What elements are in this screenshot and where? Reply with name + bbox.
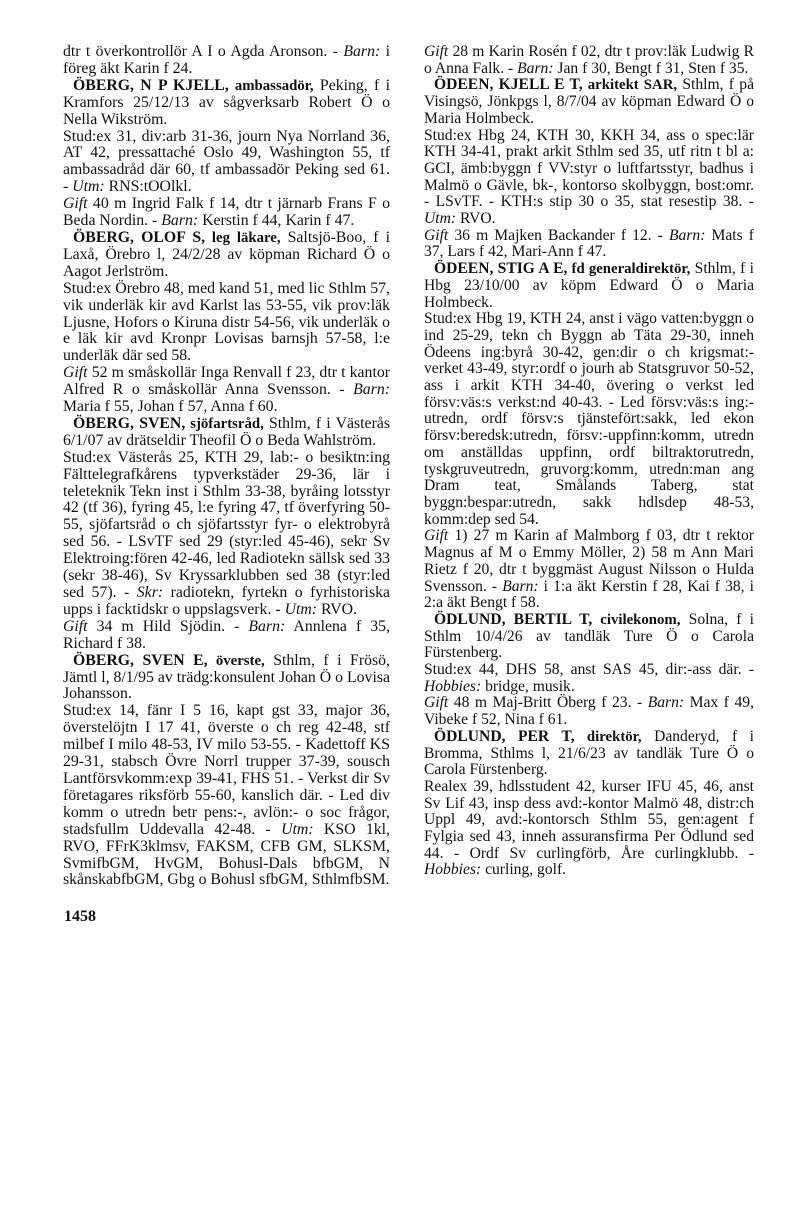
italic-label: Barn: (353, 381, 390, 399)
entry-text: 40 m Ingrid Falk f 14, dtr t järnarb Frans F o Beda Nordin. - (63, 195, 390, 230)
biography-entry (63, 653, 390, 704)
italic-label: Gift (424, 694, 449, 712)
entry-paragraph (424, 228, 754, 261)
entry-paragraph (424, 779, 754, 879)
biography-entry (63, 230, 390, 281)
entry-text: curling, golf. (481, 861, 567, 879)
entry-paragraph (424, 311, 754, 528)
person-title: direktör, (574, 728, 642, 745)
biography-entry (424, 612, 754, 662)
entry-paragraph (424, 44, 754, 77)
entry-text: RVO. (456, 210, 496, 228)
italic-label: Gift (63, 364, 88, 382)
entry-text: 48 m Maj-Britt Öberg f 23. - (448, 694, 648, 712)
entry-text: i föreg äkt Karin f 24. (63, 43, 390, 77)
italic-label: Gift (424, 43, 449, 60)
biography-entry (424, 729, 754, 779)
entry-text: Maria f 55, Johan f 57, Anna f 60. (63, 398, 278, 416)
entry-text: bridge, musik. (481, 677, 575, 695)
page-number: 1458 (64, 908, 96, 925)
biography-entry (63, 416, 390, 450)
left-column (63, 44, 390, 889)
entry-text: RVO. (317, 600, 358, 618)
italic-label: Gift (424, 226, 449, 244)
entry-paragraph (424, 528, 754, 612)
entry-text: 36 m Majken Backander f 12. - (448, 226, 670, 244)
biography-entry (424, 261, 754, 311)
italic-label: Utm: (72, 178, 105, 196)
person-title: fd generaldirektör, (567, 261, 691, 278)
person-name: ÖBERG, SVEN, (73, 414, 186, 432)
italic-label: Barn: (669, 226, 706, 244)
entry-paragraph (424, 662, 754, 695)
right-column (424, 44, 754, 879)
person-title: arkitekt SAR, (582, 77, 678, 94)
entry-text: 28 m Karin Rosén f 02, dtr t prov:läk Ludwig R o Anna Falk. - (424, 43, 754, 77)
person-name: ÖBERG, N P KJELL, (73, 76, 229, 94)
entry-text: Stud:ex Hbg 19, KTH 24, anst i vägo vatten:byggn o ind 25-29, tekn ch Byggn ab Täta 29-30, inneh Ödeens ing:byrå 30-42, gen:dir o ch krigsmat:-verket 43-49, styr:ordf o jourh ab Statsgruvor 50-52, ass i arkit KTH 34-40, övering o verkst led försv:väs:s verkst:nd 40-43. - Led försv:väs:s ing:-utredn, ordf försv:s tjänstefört:sakk, led ekon försv:beredsk:utredn, försv:-uppfinn:komm, utredn om anställdas uppfinn, ordf biltraktorutredn, tyskgruveutredn, gruvorg:komm, utredn:man ang Dram teat, Smålands Taberg, stat byggn:bespar:utredn, sakk hdlsdep 48-53, komm:dep sed 54. (424, 310, 754, 528)
italic-label: Barn: (502, 577, 539, 595)
biography-entry (63, 78, 390, 129)
entry-paragraph (63, 129, 390, 197)
italic-label: Hobbies: (424, 861, 482, 879)
entry-text: Kerstin f 44, Karin f 47. (198, 212, 355, 230)
entry-text: 1) 27 m Karin af Malmborg f 03, dtr t rektor Magnus af M o Emmy Möller, 2) 58 m Ann Mari Rietz f 20, dtr t byggmäst August Nilsson o Hulda Svensson. - (424, 527, 754, 595)
entry-paragraph (63, 703, 390, 889)
entry-paragraph (424, 695, 754, 728)
entry-paragraph (63, 450, 390, 619)
italic-label: Gift (63, 195, 88, 213)
entry-text: Stud:ex Västerås 25, KTH 29, lab:- o besiktn:ing Fälttelegrafkårens typverkstäder 29-36, lär i teleteknik Tekn inst i Sthlm 33-38, byråing lotsstyr 42 (tf 36), fyring 45, l:e fyring 47, tf överfyring 50-55, sjöfartsråd o ch sjöfartsstyr fyr- o elektrobyrå sed 56. - LSvTF sed 29 (styr:led 45-46), sekr Sv Elektroing:fören 42-46, led Radiotekn sällsk sed 33 (sekr 38-46), Sv Kryssarklubben sed 38 (styr:led sed 57). - (63, 448, 390, 601)
entry-paragraph (63, 619, 390, 653)
entry-text: Danderyd, f i Bromma, Sthlms l, 21/6/23 av tandläk Ture Ö o Carola Fürstenberg. (424, 727, 755, 779)
person-name: ÖDEEN, KJELL E T, (434, 76, 583, 94)
entry-text: Stud:ex 44, DHS 58, anst SAS 45, dir:-ass där. - (424, 661, 754, 679)
italic-label: Barn: (647, 694, 685, 712)
person-title: sjöfartsråd, (185, 415, 264, 432)
entry-paragraph (63, 196, 390, 230)
entry-text: Sthlm, f på Visingsö, Jönkpgs l, 8/7/04 av köpman Edward Ö o Maria Holmbeck. (424, 76, 754, 127)
entry-text: Annlena f 35, Richard f 38. (63, 617, 390, 652)
entry-text: Solna, f i Sthlm 10/4/26 av tandläk Ture Ö o Carola Fürstenberg. (424, 610, 754, 662)
italic-label: Barn: (248, 617, 286, 635)
entry-text: Saltsjö-Boo, f i Laxå, Örebro l, 24/2/28 av köpman Richard Ö o Aagot Jerlström. (63, 228, 390, 280)
entry-text: Stud:ex 31, div:arb 31-36, journ Nya Norrland 36, AT 42, pressattaché Oslo 49, Washington 55, tf ambassadråd där 60, tf ambassadör Peking sed 61. - (63, 127, 390, 196)
entry-text: Realex 39, hdlsstudent 42, kurser IFU 45, 46, anst Sv Lif 43, insp dess avd:-kontor Malmö 48, distr:ch Uppl 49, avd:-kontorsch Sthlm 55, gen:agent f Fylgia sed 43, inneh assuransfirma Per Ödlund sed 44. - Ordf Sv curlingförb, Åre curlingklubb. - (424, 777, 754, 862)
entry-text: Sthlm, f i Frösö, Jämtl l, 8/1/95 av trädg:konsulent Johan Ö o Lovisa Johansson. (63, 651, 390, 703)
entry-text: Max f 49, Vibeke f 52, Nina f 61. (424, 694, 754, 729)
entry-text: Stud:ex 14, fänr I 5 16, kapt gst 33, major 36, överstelöjtn I 17 41, överste o ch reg 42-48, stf milbef I milo 48-53, IV milo 53-55. - Kadettoff KS 29-31, stabsch Övre Norrl trupper 37-39, sousch Lantförsvkomm:exp 39-41, FHS 51. - Verkst dir Sv företagares riksförb 55-60, kanslich där. - Led div komm o utredn betr pens:-, avlön:- o soc frågor, stadsfullm Uddevalla 42-48. - (63, 702, 390, 838)
entry-paragraph (63, 281, 390, 366)
entry-text: RNS:tOOlkl. (104, 178, 192, 196)
entry-paragraph (424, 128, 754, 228)
person-title: civilekonom, (592, 611, 681, 628)
italic-label: Gift (424, 527, 449, 545)
italic-label: Barn: (343, 43, 381, 60)
entry-text: Sthlm, f i Hbg 23/10/00 av köpm Edward Ö o Maria Holmbeck. (424, 260, 754, 311)
entry-text: Sthlm, f i Västerås 6/1/07 av drätseldir Theofil Ö o Beda Wahlström. (63, 414, 390, 449)
entry-text: radiotekn, fyrtekn o fyrhistoriska upps i facktidskr o uppslagsverk. - (63, 584, 390, 618)
entry-paragraph (63, 44, 390, 78)
entry-text: 52 m småskollär Inga Renvall f 23, dtr t kantor Alfred R o småskollär Anna Svensson. - (63, 364, 390, 399)
entry-text: i 1:a äkt Kerstin f 28, Kai f 38, i 2:a äkt Bengt f 58. (424, 577, 754, 612)
person-title: ambassadör, (228, 77, 314, 94)
biography-entry (424, 77, 754, 127)
entry-text: Mats f 37, Lars f 42, Mari-Ann f 47. (424, 226, 754, 261)
italic-label: Hobbies: (424, 677, 482, 695)
italic-label: Barn: (517, 59, 554, 77)
italic-label: Barn: (161, 212, 199, 230)
entry-paragraph (63, 365, 390, 416)
person-title: leg läkare, (205, 229, 281, 246)
person-name: ÖBERG, OLOF S, (73, 228, 206, 246)
entry-text: Jan f 30, Bengt f 31, Sten f 35. (553, 59, 749, 77)
entry-text: 34 m Hild Sjödin. - (87, 617, 249, 635)
entry-text: Stud:ex Örebro 48, med kand 51, med lic Sthlm 57, vik underläk kir avd Karlst las 53-55, vik prov:läk Ljusne, Hofors o Kiruna distr 54-56, vik underläk o e läk kir avd Kronpr Lovisas barnsjh 57-58, l:e underläk där sed 58. (63, 279, 390, 365)
person-name: ÖDLUND, BERTIL T, (434, 610, 593, 628)
italic-label: Utm: (284, 600, 318, 618)
entry-text: KSO 1kl, RVO, FFrK3klmsv, FAKSM, CFB GM, SLKSM, SvmifbGM, HvGM, Bohusl-Dals bfbGM, N skånskabfbGM, Gbg o Bohusl sfbGM, SthlmfbSM. (63, 820, 390, 889)
entry-text: Stud:ex Hbg 24, KTH 30, KKH 34, ass o spec:lär KTH 34-41, prakt arkit Sthlm sed 35, utf ritn t bl a: GCI, ämb:byggn f VV:styr o luftfartsstyr, badhus i Malmö o Gävle, bk-, kontorso skolbyggn, bost:omr. - LSvTF. - KTH:s stip 30 o 35, stat resestip 38. - (424, 126, 754, 211)
person-name: ÖDEEN, STIG A E, (434, 260, 568, 278)
entry-text: dtr t överkontrollör A I o Agda Aronson. - (63, 43, 344, 60)
person-name: ÖBERG, SVEN E, (73, 651, 208, 669)
italic-label: Skr: (136, 584, 164, 601)
entry-text: Peking, f i Kramfors 25/12/13 av sågverksarb Robert Ö o Nella Wikström. (63, 76, 390, 128)
italic-label: Utm: (281, 820, 314, 838)
person-name: ÖDLUND, PER T, (434, 727, 575, 745)
italic-label: Utm: (424, 210, 457, 228)
italic-label: Gift (63, 617, 88, 635)
person-title: överste, (207, 652, 265, 669)
